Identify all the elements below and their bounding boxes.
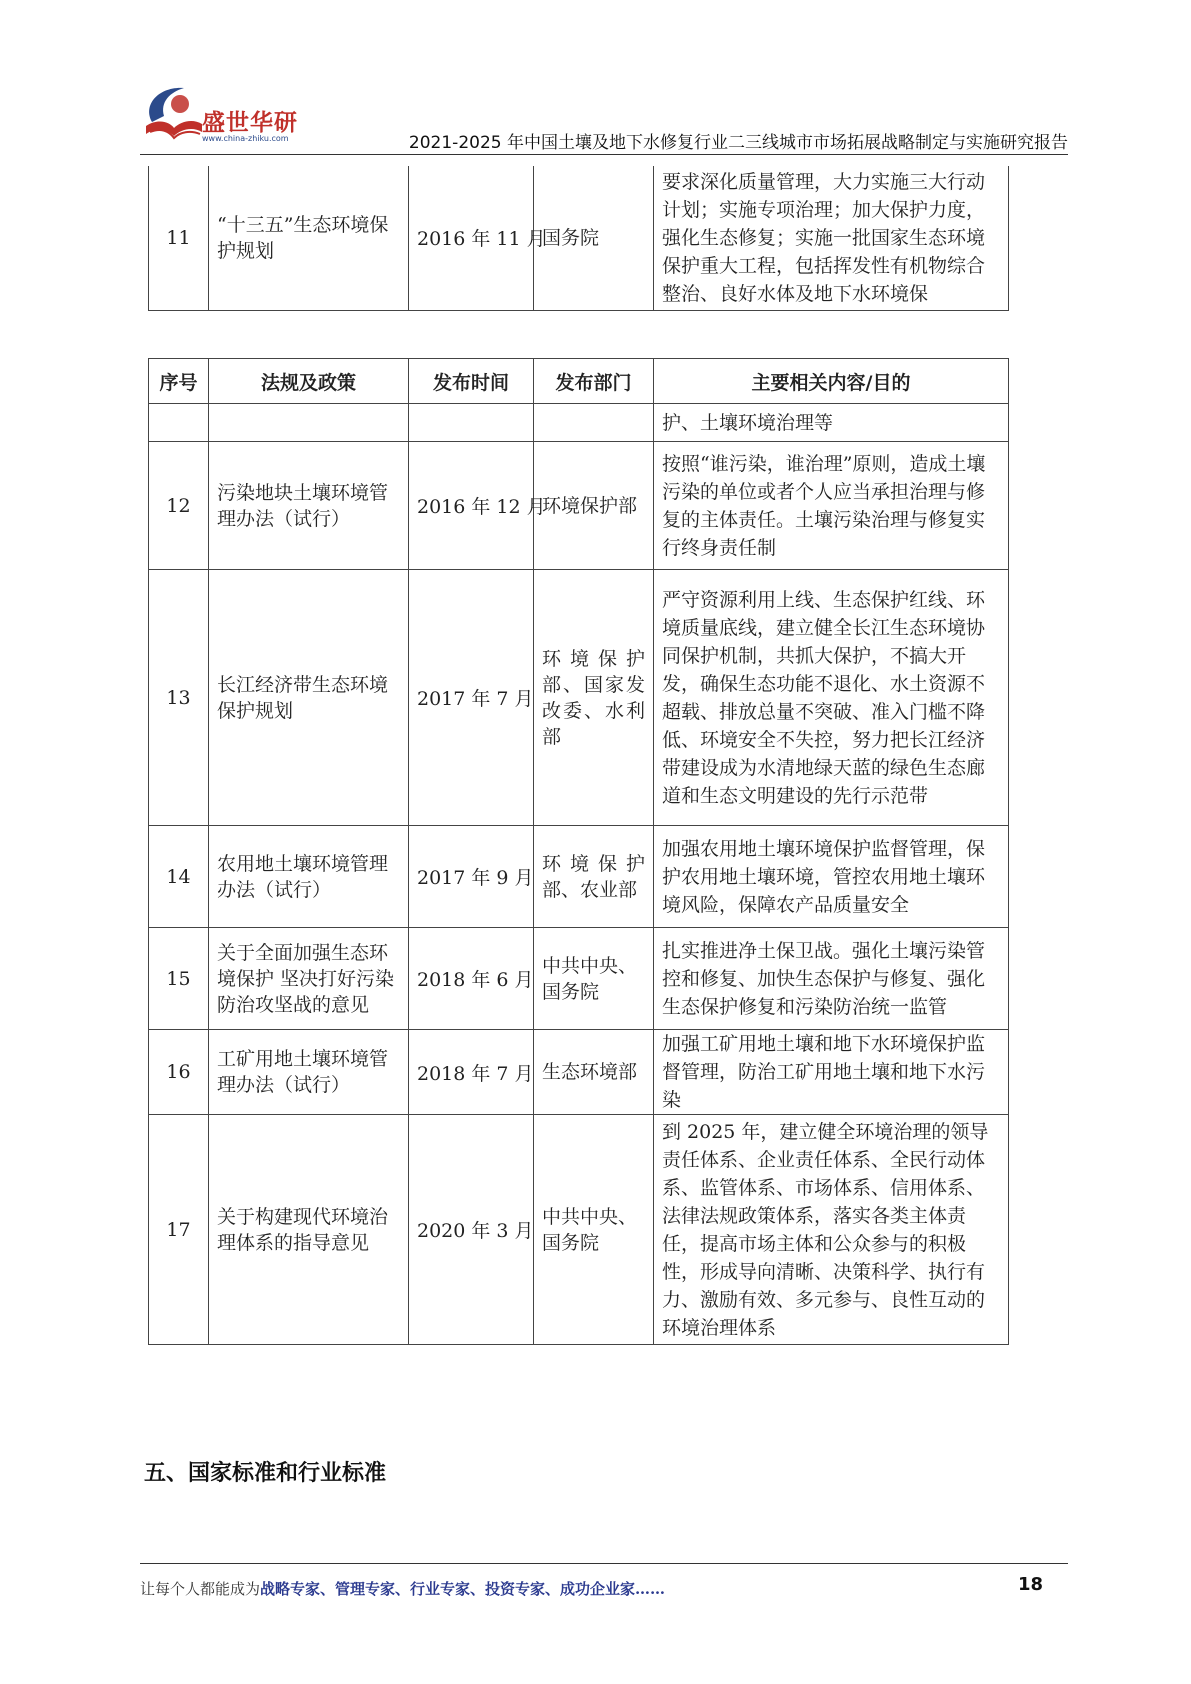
row-number: 14 <box>149 826 209 928</box>
publishing-department: 中共中央、国务院 <box>534 1115 654 1345</box>
table-row <box>149 826 1009 928</box>
policy-content: 扎实推进净土保卫战。强化土壤污染管控和修复、加快生态保护与修复、强化生态保护修复和污染防治统一监管 <box>654 928 1009 1030</box>
table-row <box>149 570 1009 826</box>
policy-name: 农用地土壤环境管理办法（试行） <box>209 826 409 928</box>
publish-date: 2016 年 11 月 <box>409 166 534 310</box>
policy-name: 关于全面加强生态环境保护 坚决打好污染防治攻坚战的意见 <box>209 928 409 1030</box>
publishing-department: 环境保护部 <box>534 442 654 570</box>
table-row-continuation <box>149 404 1009 442</box>
publishing-department: 中共中央、国务院 <box>534 928 654 1030</box>
header-department: 发布部门 <box>534 359 654 404</box>
table-row <box>149 928 1009 1030</box>
table-row <box>149 166 1009 310</box>
row-number: 13 <box>149 570 209 826</box>
header-publish-date: 发布时间 <box>409 359 534 404</box>
page-number: 18 <box>1018 1574 1044 1595</box>
footer-divider <box>140 1563 1068 1564</box>
policy-content: 加强农用地土壤环境保护监督管理，保护农用地土壤环境，管控农用地土壤环境风险，保障农产品质量安全 <box>654 826 1009 928</box>
brand-url: www.china-zhiku.com <box>202 134 289 143</box>
policy-content: 要求深化质量管理，大力实施三大行动计划；实施专项治理；加大保护力度，强化生态修复；实施一批国家生态环境保护重大工程，包括挥发性有机物综合整治、良好水体及地下水环境保 <box>654 166 1009 310</box>
footer-slogan <box>140 1578 665 1599</box>
publish-date: 2017 年 9 月 <box>409 826 534 928</box>
table-row <box>149 442 1009 570</box>
policy-table-fragment <box>148 166 1009 311</box>
header-number: 序号 <box>149 359 209 404</box>
report-title: 2021-2025 年中国土壤及地下水修复行业二三线城市市场拓展战略制定与实施研究报告 <box>408 133 1068 153</box>
publish-date: 2020 年 3 月 <box>409 1115 534 1345</box>
book-swoosh-icon <box>140 82 204 142</box>
table-header-row <box>149 359 1009 404</box>
header-content: 主要相关内容/目的 <box>654 359 1009 404</box>
continued-content: 护、土壤环境治理等 <box>654 404 1009 442</box>
publish-date: 2016 年 12 月 <box>409 442 534 570</box>
policy-name: 工矿用地土壤环境管理办法（试行） <box>209 1030 409 1115</box>
table-row <box>149 1030 1009 1115</box>
policy-name: “十三五”生态环境保护规划 <box>209 166 409 310</box>
footer-slogan-highlight: 战略专家、管理专家、行业专家、投资专家、成功企业家…… <box>260 1580 666 1598</box>
publish-date: 2017 年 7 月 <box>409 570 534 826</box>
brand-name: 盛世华研 <box>202 110 298 136</box>
publish-date: 2018 年 6 月 <box>409 928 534 1030</box>
table-row <box>149 1115 1009 1345</box>
brand-logo <box>140 82 310 148</box>
page-header <box>140 82 1068 156</box>
policy-name: 长江经济带生态环境保护规划 <box>209 570 409 826</box>
row-number: 11 <box>149 166 209 310</box>
policy-content: 按照“谁污染，谁治理”原则，造成土壤污染的单位或者个人应当承担治理与修复的主体责任。土壤污染治理与修复实行终身责任制 <box>654 442 1009 570</box>
publish-date: 2018 年 7 月 <box>409 1030 534 1115</box>
policy-content: 到 2025 年，建立健全环境治理的领导责任体系、企业责任体系、全民行动体系、监管体系、市场体系、信用体系、法律法规政策体系，落实各类主体责任，提高市场主体和公众参与的积极性，形成导向清晰、决策科学、执行有力、激励有效、多元参与、良性互动的环境治理体系 <box>654 1115 1009 1345</box>
policy-content: 严守资源利用上线、生态保护红线、环境质量底线，建立健全长江生态环境协同保护机制，共抓大保护，不搞大开发，确保生态功能不退化、水土资源不超载、排放总量不突破、准入门槛不降低、环境安全不失控，努力把长江经济带建设成为水清地绿天蓝的绿色生态廊道和生态文明建设的先行示范带 <box>654 570 1009 826</box>
publishing-department: 国务院 <box>534 166 654 310</box>
policy-name: 污染地块土壤环境管理办法（试行） <box>209 442 409 570</box>
section-heading: 五、国家标准和行业标准 <box>144 1461 387 1486</box>
row-number: 12 <box>149 442 209 570</box>
header-policy-name: 法规及政策 <box>209 359 409 404</box>
policy-name: 关于构建现代环境治理体系的指导意见 <box>209 1115 409 1345</box>
policy-content: 加强工矿用地土壤和地下水环境保护监督管理，防治工矿用地土壤和地下水污染 <box>654 1030 1009 1115</box>
row-number: 15 <box>149 928 209 1030</box>
footer-slogan-prefix: 让每个人都能成为 <box>140 1580 261 1598</box>
policy-table <box>148 358 1009 1345</box>
publishing-department: 环境保护部、农业部 <box>534 826 654 928</box>
publishing-department: 环境保护部、国家发改委、水利部 <box>534 570 654 826</box>
row-number: 16 <box>149 1030 209 1115</box>
header-divider <box>140 154 1068 155</box>
publishing-department: 生态环境部 <box>534 1030 654 1115</box>
row-number: 17 <box>149 1115 209 1345</box>
